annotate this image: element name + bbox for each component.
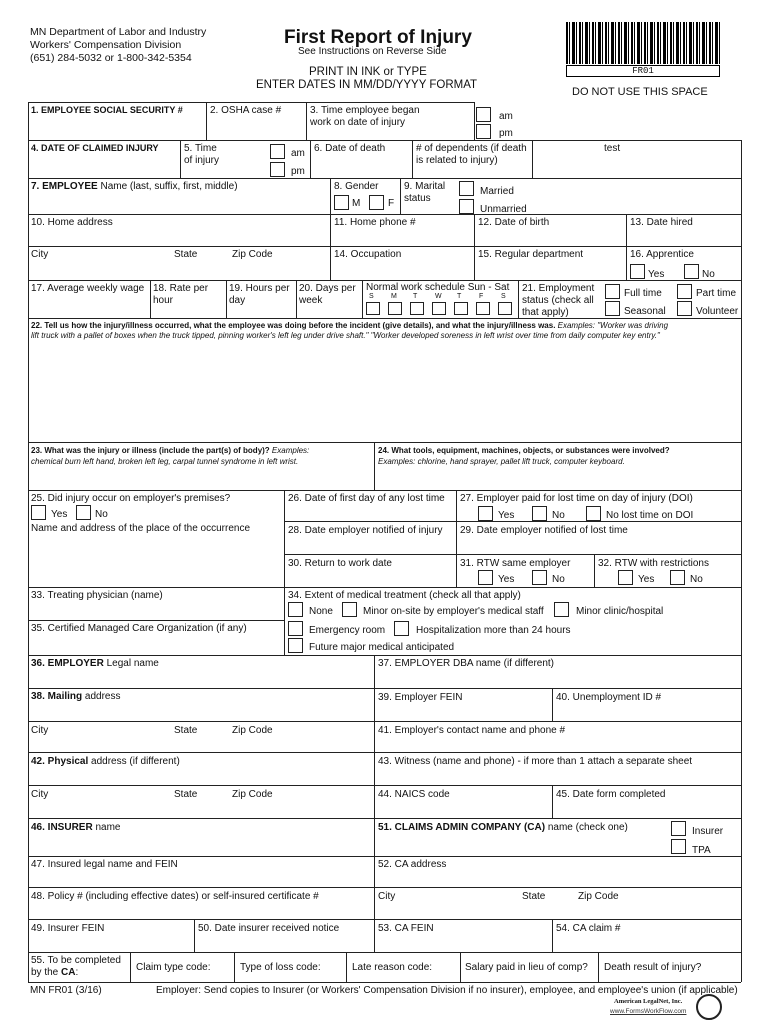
- time-began-label: 3. Time employee began: [310, 105, 420, 116]
- mailing-address-label: 38. Mailing address: [31, 691, 121, 702]
- ca-tpa-checkbox[interactable]: [671, 839, 686, 854]
- physical-address-label: 42. Physical address (if different): [31, 756, 180, 767]
- yes-label: Yes: [51, 509, 68, 520]
- apprentice-label: 16. Apprentice: [630, 249, 694, 260]
- unmarried-label: Unmarried: [480, 204, 527, 215]
- insured-name-label: 47. Insured legal name and FEIN: [31, 859, 178, 870]
- state-label: State: [174, 249, 198, 260]
- minor-onsite-label: Minor on-site by employer's medical staff: [363, 606, 544, 617]
- time-began-pm-checkbox[interactable]: [476, 124, 491, 139]
- zip-label: Zip Code: [232, 249, 273, 260]
- day-mon-checkbox[interactable]: [388, 302, 402, 315]
- gender-m-label: M: [352, 198, 361, 209]
- employment-status-label-2: status (check all: [522, 295, 594, 306]
- ssn-label: 1. EMPLOYEE SOCIAL SECURITY #: [31, 105, 183, 115]
- day-label: S: [501, 293, 506, 300]
- home-phone-label: 11. Home phone #: [334, 217, 416, 228]
- future-major-checkbox[interactable]: [288, 638, 303, 653]
- gender-f-label: F: [388, 198, 395, 209]
- time-began-am-checkbox[interactable]: [476, 107, 491, 122]
- premises-yes-checkbox[interactable]: [31, 505, 46, 520]
- day-tue-checkbox[interactable]: [410, 302, 424, 315]
- contact-label: 41. Employer's contact name and phone #: [378, 725, 566, 736]
- am-label: am: [291, 148, 305, 159]
- weekly-wage-label: 17. Average weekly wage: [31, 283, 145, 294]
- loss-type-label: Type of loss code:: [240, 962, 321, 973]
- no-label: No: [95, 509, 108, 520]
- footer-instructions: Employer: Send copies to Insurer (or Workers' Compensation Division if no insurer), employee, and employee's union (if applicable): [156, 985, 738, 996]
- witness-label: 43. Witness (name and phone) - if more than 1 attach a separate sheet: [378, 756, 693, 767]
- rtw-restrict-yes-checkbox[interactable]: [618, 570, 633, 585]
- rtw-restrict-no-checkbox[interactable]: [670, 570, 685, 585]
- apprentice-yes-checkbox[interactable]: [630, 264, 645, 279]
- day-label: F: [479, 293, 484, 300]
- insurer-fein-label: 49. Insurer FEIN: [31, 923, 105, 934]
- injury-parts-label: 23. What was the injury or illness (include the part(s) of body)? Examples:: [31, 446, 310, 455]
- employment-status-label: 21. Employment: [522, 283, 595, 294]
- naics-label: 44. NAICS code: [378, 789, 450, 800]
- ca-insurer-checkbox[interactable]: [671, 821, 686, 836]
- date-completed-label: 45. Date form completed: [556, 789, 666, 800]
- physician-label: 33. Treating physician (name): [31, 590, 163, 601]
- late-reason-label: Late reason code:: [352, 962, 433, 973]
- marital-label-2: status: [404, 193, 431, 204]
- day-thu-checkbox[interactable]: [454, 302, 468, 315]
- do-not-use-label: DO NOT USE THIS SPACE: [572, 86, 708, 98]
- injury-parts-examples: chemical burn left hand, broken left leg, carpal tunnel syndrome in left wrist.: [31, 457, 299, 466]
- emergency-label: Emergency room: [309, 625, 386, 636]
- gender-m-checkbox[interactable]: [334, 195, 349, 210]
- yes-label: Yes: [498, 510, 515, 521]
- unmarried-checkbox[interactable]: [459, 199, 474, 214]
- employer-name-label: 36. EMPLOYER Legal name: [31, 658, 159, 669]
- hospitalization-checkbox[interactable]: [394, 621, 409, 636]
- volunteer-checkbox[interactable]: [677, 301, 692, 316]
- dept-name: MN Department of Labor and Industry: [30, 26, 207, 38]
- day-label: M: [391, 293, 397, 300]
- rtw-same-no-checkbox[interactable]: [532, 570, 547, 585]
- time-injury-am-checkbox[interactable]: [270, 144, 285, 159]
- day-sat-checkbox[interactable]: [498, 302, 512, 315]
- how-injury-examples: lift truck with a pallet of boxes when the truck tipped, pinning worker's left leg under drive shaft." "Worker developed soreness in left wrist over time from daily computer key entry.": [31, 331, 660, 340]
- time-injury-label: 5. Time: [184, 143, 217, 154]
- hours-day-label-2: day: [229, 295, 246, 306]
- day-fri-checkbox[interactable]: [476, 302, 490, 315]
- claims-admin-label: 51. CLAIMS ADMIN COMPANY (CA) name (check one): [378, 822, 628, 833]
- no-label: No: [690, 574, 703, 585]
- form-title: First Report of Injury: [284, 27, 472, 48]
- medical-extent-label: 34. Extent of medical treatment (check all that apply): [288, 590, 521, 601]
- yes-label: Yes: [638, 574, 655, 585]
- minor-clinic-label: Minor clinic/hospital: [576, 606, 664, 617]
- publisher-name: American LegalNet, Inc.: [614, 998, 683, 1005]
- salary-label: Salary paid in lieu of comp?: [465, 962, 588, 973]
- date-death-label: 6. Date of death: [314, 143, 386, 154]
- rtw-same-label: 31. RTW same employer: [460, 558, 571, 569]
- yes-label: Yes: [498, 574, 515, 585]
- city-label: City: [31, 249, 49, 260]
- day-label: S: [369, 293, 374, 300]
- death-result-label: Death result of injury?: [604, 962, 702, 973]
- day-label: T: [413, 293, 418, 300]
- paid-no-checkbox[interactable]: [532, 506, 547, 521]
- zip-label: Zip Code: [578, 891, 619, 902]
- policy-label: 48. Policy # (including effective dates) or self-insured certificate #: [31, 891, 319, 902]
- apprentice-no-checkbox[interactable]: [684, 264, 699, 279]
- days-week-label-2: week: [299, 295, 323, 306]
- insurer-name-label: 46. INSURER name: [31, 822, 121, 833]
- time-injury-label-2: of injury: [184, 155, 220, 166]
- form-subtitle: See Instructions on Reverse Side: [298, 46, 447, 57]
- rtw-restrictions-label: 32. RTW with restrictions: [598, 558, 709, 569]
- state-label: State: [174, 789, 198, 800]
- volunteer-label: Volunteer: [696, 306, 739, 317]
- state-label: State: [174, 725, 198, 736]
- hospitalization-label: Hospitalization more than 24 hours: [416, 625, 571, 636]
- managed-care-label: 35. Certified Managed Care Organization (if any): [31, 623, 247, 634]
- premises-label: 25. Did injury occur on employer's premises?: [31, 493, 231, 504]
- publisher-logo: [696, 994, 722, 1020]
- ca-address-label: 52. CA address: [378, 859, 447, 870]
- city-label: City: [31, 789, 49, 800]
- home-address-label: 10. Home address: [31, 217, 113, 228]
- time-began-label-2: work on date of injury: [310, 117, 406, 128]
- date-format-instruction: ENTER DATES IN MM/DD/YYYY FORMAT: [256, 79, 478, 91]
- schedule-label: Normal work schedule Sun - Sat: [366, 282, 510, 293]
- none-label: None: [309, 606, 333, 617]
- dob-label: 12. Date of birth: [478, 217, 550, 228]
- rate-hour-label-2: hour: [153, 295, 174, 306]
- barcode-label: FR01: [566, 65, 720, 77]
- claim-type-label: Claim type code:: [136, 962, 211, 973]
- time-injury-pm-checkbox[interactable]: [270, 162, 285, 177]
- occurrence-place-label: Name and address of the place of the occurrence: [31, 523, 251, 534]
- paid-yes-checkbox[interactable]: [478, 506, 493, 521]
- hours-day-label: 19. Hours per: [229, 283, 290, 294]
- pm-label: pm: [291, 166, 305, 177]
- city-label: City: [378, 891, 396, 902]
- parttime-label: Part time: [696, 288, 737, 299]
- rtw-same-yes-checkbox[interactable]: [478, 570, 493, 585]
- none-checkbox[interactable]: [288, 602, 303, 617]
- osha-case-label: 2. OSHA case #: [210, 105, 282, 116]
- unemployment-id-label: 40. Unemployment ID #: [556, 692, 662, 703]
- no-lost-time-checkbox[interactable]: [586, 506, 601, 521]
- ca-complete-label-2: by the CA:: [31, 967, 79, 978]
- yes-label: Yes: [648, 269, 665, 280]
- fulltime-checkbox[interactable]: [605, 284, 620, 299]
- employer-dba-label: 37. EMPLOYER DBA name (if different): [378, 658, 555, 669]
- day-wed-checkbox[interactable]: [432, 302, 446, 315]
- state-label: State: [522, 891, 546, 902]
- department-label: 15. Regular department: [478, 249, 584, 260]
- dependents-value[interactable]: test: [604, 143, 621, 154]
- dependents-label-2: is related to injury): [416, 155, 498, 166]
- city-label: City: [31, 725, 49, 736]
- ca-complete-label: 55. To be completed: [31, 955, 121, 966]
- notified-lost-time-label: 29. Date employer notified of lost time: [460, 525, 628, 536]
- dept-phone: (651) 284-5032 or 1-800-342-5354: [30, 52, 192, 64]
- occupation-label: 14. Occupation: [334, 249, 402, 260]
- day-sun-checkbox[interactable]: [366, 302, 380, 315]
- print-instruction: PRINT IN INK or TYPE: [309, 66, 427, 78]
- pm-label: pm: [499, 128, 513, 139]
- emergency-checkbox[interactable]: [288, 621, 303, 636]
- seasonal-checkbox[interactable]: [605, 301, 620, 316]
- no-label: No: [552, 574, 565, 585]
- no-lost-time-label: No lost time on DOI: [606, 510, 694, 521]
- form-id: MN FR01 (3/16): [30, 985, 102, 996]
- minor-clinic-checkbox[interactable]: [554, 602, 569, 617]
- zip-label: Zip Code: [232, 789, 273, 800]
- employer-notified-label: 28. Date employer notified of injury: [288, 525, 443, 536]
- fulltime-label: Full time: [624, 288, 662, 299]
- how-injury-occurred-label: 22. Tell us how the injury/illness occurred, what the employee was doing before the incident (give details), and what the injury/illness was. Examples: "Worker was driving: [31, 321, 669, 330]
- employee-name-label: 7. EMPLOYEE Name (last, suffix, first, middle): [31, 181, 238, 192]
- no-label: No: [552, 510, 565, 521]
- married-label: Married: [480, 186, 514, 197]
- day-label: T: [457, 293, 462, 300]
- ca-claim-label: 54. CA claim #: [556, 923, 621, 934]
- employer-fein-label: 39. Employer FEIN: [378, 692, 463, 703]
- am-label: am: [499, 111, 513, 122]
- tools-label: 24. What tools, equipment, machines, objects, or substances were involved?: [378, 446, 670, 455]
- no-label: No: [702, 269, 715, 280]
- days-week-label: 20. Days per: [299, 283, 356, 294]
- employment-status-label-3: that apply): [522, 307, 569, 318]
- ca-fein-label: 53. CA FEIN: [378, 923, 434, 934]
- date-hired-label: 13. Date hired: [630, 217, 693, 228]
- return-work-label: 30. Return to work date: [288, 558, 392, 569]
- seasonal-label: Seasonal: [624, 306, 666, 317]
- ca-tpa-label: TPA: [692, 845, 711, 856]
- day-label: W: [435, 293, 442, 300]
- barcode-image: [566, 22, 720, 64]
- insurer-notice-label: 50. Date insurer received notice: [198, 923, 340, 934]
- division-name: Workers' Compensation Division: [30, 39, 182, 51]
- dependents-label: # of dependents (if death: [416, 143, 527, 154]
- employer-paid-label: 27. Employer paid for lost time on day of injury (DOI): [460, 493, 693, 504]
- minor-onsite-checkbox[interactable]: [342, 602, 357, 617]
- first-lost-day-label: 26. Date of first day of any lost time: [288, 493, 445, 504]
- date-injury-label: 4. DATE OF CLAIMED INJURY: [31, 143, 159, 153]
- gender-f-checkbox[interactable]: [369, 195, 384, 210]
- future-major-label: Future major medical anticipated: [309, 642, 455, 653]
- ca-insurer-label: Insurer: [692, 826, 724, 837]
- zip-label: Zip Code: [232, 725, 273, 736]
- rate-hour-label: 18. Rate per: [153, 283, 209, 294]
- gender-label: 8. Gender: [334, 181, 379, 192]
- parttime-checkbox[interactable]: [677, 284, 692, 299]
- publisher-website[interactable]: www.FormsWorkFlow.com: [610, 1008, 687, 1015]
- tools-examples: Examples: chlorine, hand sprayer, pallet lift truck, computer keyboard.: [378, 457, 625, 466]
- married-checkbox[interactable]: [459, 181, 474, 196]
- marital-label: 9. Marital: [404, 181, 446, 192]
- premises-no-checkbox[interactable]: [76, 505, 91, 520]
